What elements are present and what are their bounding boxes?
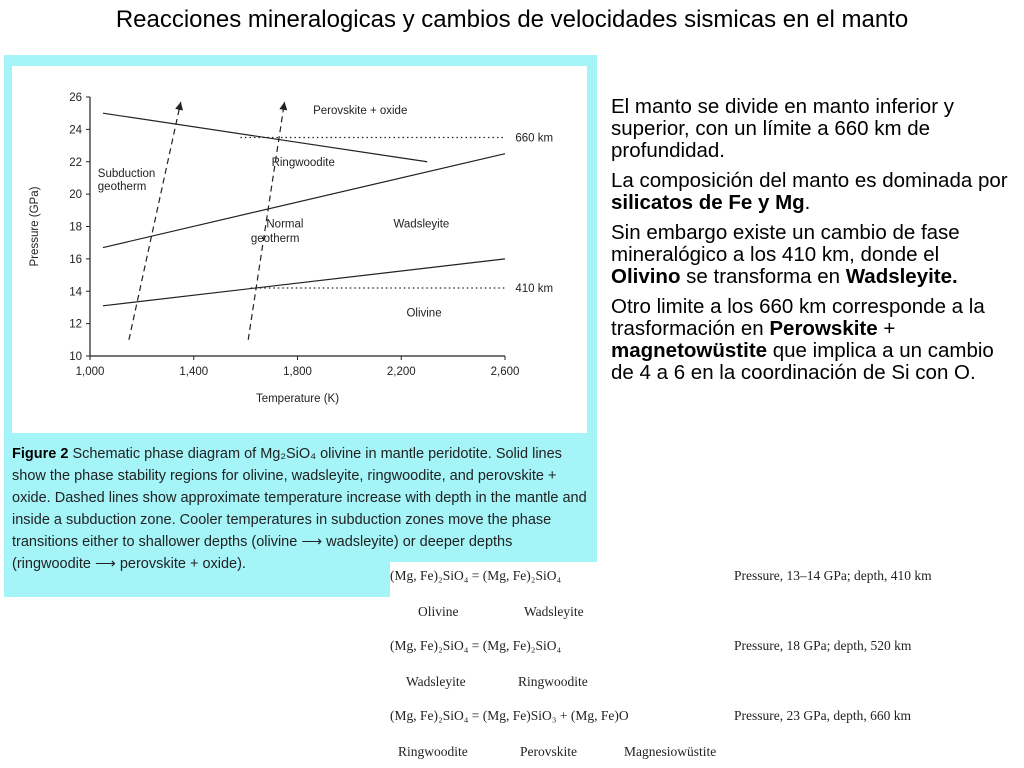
paragraph-3-bold-1: Olivino — [611, 265, 681, 288]
phase-boundary-line — [103, 113, 427, 162]
chart-annotation: Subduction — [97, 168, 156, 181]
y-tick-label: 12 — [69, 318, 82, 331]
x-tick-label: 1,000 — [75, 366, 105, 378]
caption-text: Schematic phase diagram of Mg₂SiO₄ olivine in mantle peridotite. Solid lines show the phase stability regions for olivine, wadsleyite, ringwoodite, and perovskite + oxide. Dashed lines show approximate temperature increase with depth in the mantle and inside a subduction zone. Cooler temperatures in subduction zones move the phase transitions either to shallower depths (olivine ⟶ wadsleyite) or deeper depths (ringwoodite ⟶ perovskite + oxide). — [12, 446, 587, 572]
paragraph-4 — [611, 296, 1013, 384]
reaction-3-conditions: Pressure, 23 GPa, depth, 660 km — [734, 708, 911, 723]
chart-annotation: Perovskite + oxide — [313, 104, 408, 117]
x-tick-label: 1,400 — [179, 366, 209, 378]
paragraph-3-mid: se transforma en — [680, 265, 846, 288]
chart-area — [12, 66, 587, 433]
paragraph-1-text: El manto se divide en manto inferior y superior, con un límite a 660 km de profundidad. — [611, 95, 954, 162]
y-tick-label: 26 — [69, 92, 82, 104]
chart-annotation: Olivine — [406, 307, 442, 320]
y-tick-label: 22 — [69, 156, 82, 169]
paragraph-3-pre: Sin embargo existe un cambio de fase mineralógico a los 410 km, donde el — [611, 221, 960, 266]
y-tick-label: 16 — [69, 253, 82, 266]
chart-annotation: Ringwoodite — [271, 156, 335, 169]
arrowhead — [279, 102, 287, 111]
x-tick-label: 2,600 — [490, 366, 520, 378]
chart-annotation: 660 km — [515, 132, 554, 145]
caption-label: Figure 2 — [12, 446, 69, 462]
reaction-3-equation: (Mg, Fe)₂SiO₄ = (Mg, Fe)SiO₃ + (Mg, Fe)O — [390, 708, 629, 723]
paragraph-2-pre: La composición del manto es dominada por — [611, 169, 1008, 192]
x-axis-title: Temperature (K) — [255, 393, 340, 405]
geotherm-line — [129, 102, 181, 340]
figure-caption — [12, 443, 592, 575]
y-tick-label: 24 — [69, 124, 82, 137]
paragraph-4-plus: + — [877, 317, 896, 340]
reaction-1-right-mineral: Wadsleyite — [524, 604, 584, 619]
paragraph-3-bold-2: Wadsleyite. — [845, 265, 958, 288]
paragraph-1 — [611, 96, 1013, 162]
paragraph-4-pre: Otro limite a los 660 km corresponde a la trasformación en — [611, 295, 985, 340]
arrowhead — [175, 102, 183, 111]
paragraph-4-post: que implica a un cambio de 4 a 6 en la coordinación de Si con O. — [611, 339, 994, 384]
reaction-2-conditions: Pressure, 18 GPa; depth, 520 km — [734, 638, 912, 653]
paragraph-2-bold: silicatos de Fe y Mg — [611, 191, 805, 214]
paragraph-3 — [611, 222, 1013, 288]
paragraph-4-bold-1: Perowskite — [769, 317, 878, 340]
reaction-3-mineral-b: Perovskite — [520, 744, 577, 759]
chart-annotation: geotherm — [97, 181, 147, 194]
y-tick-label: 18 — [69, 221, 82, 234]
y-tick-label: 20 — [69, 189, 82, 202]
y-tick-label: 14 — [69, 286, 82, 299]
reaction-1-equation: (Mg, Fe)₂SiO₄ = (Mg, Fe)₂SiO₄ — [390, 568, 562, 583]
reaction-1-conditions: Pressure, 13–14 GPa; depth, 410 km — [734, 568, 932, 583]
slide-title: Reacciones mineralogicas y cambios de velocidades sismicas en el manto — [115, 6, 909, 33]
chart-annotation: 410 km — [515, 283, 554, 296]
phase-diagram-chart — [12, 66, 587, 433]
y-tick-label: 10 — [69, 351, 82, 363]
reaction-2-equation: (Mg, Fe)₂SiO₄ = (Mg, Fe)₂SiO₄ — [390, 638, 562, 653]
text-panel — [611, 96, 1013, 392]
reactions-table — [390, 562, 1024, 768]
reaction-3-mineral-c: Magnesiowüstite — [624, 744, 717, 759]
chart-annotation: Wadsleyite — [393, 218, 450, 231]
y-axis-title: Pressure (GPa) — [29, 186, 41, 267]
phase-boundary-line — [103, 259, 505, 306]
reaction-3-mineral-a: Ringwoodite — [398, 744, 468, 759]
chart-annotation: Normal — [266, 218, 304, 231]
reaction-2-right-mineral: Ringwoodite — [518, 674, 588, 689]
chart-annotation: geotherm — [250, 232, 300, 245]
x-tick-label: 2,200 — [386, 366, 416, 378]
reaction-2-left-mineral: Wadsleyite — [406, 674, 466, 689]
paragraph-2-post: . — [804, 191, 811, 214]
x-tick-label: 1,800 — [283, 366, 312, 378]
paragraph-4-bold-2: magnetowüstite — [611, 339, 768, 362]
paragraph-2 — [611, 170, 1013, 214]
reaction-1-left-mineral: Olivine — [418, 604, 459, 619]
